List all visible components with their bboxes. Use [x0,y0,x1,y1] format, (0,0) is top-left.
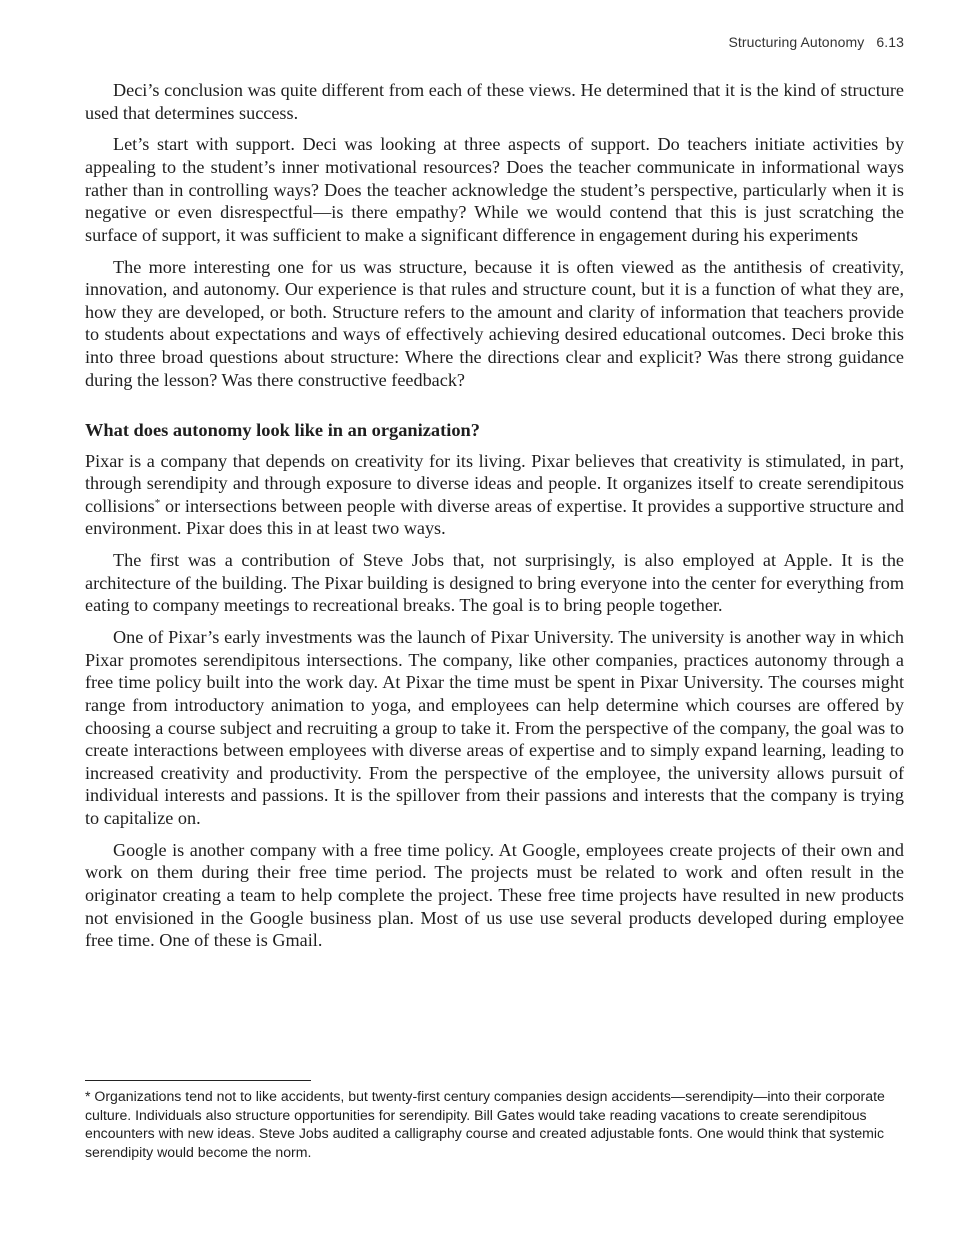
footnote [85,1087,904,1161]
running-title: Structuring Autonomy [728,34,865,50]
section-heading: What does autonomy look like in an organization? [85,420,480,441]
paragraph: The more interesting one for us was structure, because it is often viewed as the antithesis of creativity, innovation, and autonomy. Our experience is that rules and structure count, but it is a function of what they are, how they are developed, or both. Structure refers to the amount and clarity of information that teachers provide to students about expectations and ways of effectively achieving desired educational outcomes. Deci broke this into three broad questions about structure: Where the directions clear and explicit? Was there strong guidance during the lesson? Was there constructive feedback? [85,256,904,390]
paragraph: Deci’s conclusion was quite different from each of these views. He determined that it is the kind of structure used that determines success. [85,80,904,123]
page-number: 6.13 [876,34,904,50]
main-text [85,79,904,961]
section-intro-paragraph [85,450,904,540]
footnote-mark: * [154,496,161,509]
footnote-text: * Organizations tend not to like accidents, but twenty-first century companies design accidents—serendipity—into their corporate culture. Individuals also structure opportunities for serendipity. Bill Gates would take reading vacations to create serendipitous encounters with new ideas. Steve Jobs audited a calligraphy course and created adjustable fonts. One would think that systemic serendipity would become the norm. [85,1088,885,1160]
paragraph: Google is another company with a free time policy. At Google, employees create projects of their own and work on them during their free time period. The projects must be related to work and often result in the originator creating a team to help complete the project. These free time projects have resulted in new products not envisioned in the Google business plan. Most of us use use several products developed during employee free time. One of these is Gmail. [85,839,904,951]
paragraph: One of Pixar’s early investments was the launch of Pixar University. The university is another way in which Pixar promotes serendipitous intersections. The company, like other companies, practices autonomy through a free time policy built into the work day. At Pixar the time must be spent in Pixar University. The courses might range from introductory animation to yoga, and employees can help determine which courses are offered by choosing a course subject and recruiting a group to take it. From the perspective of the company, the goal was to create interactions between employees with diverse areas of expertise and to simply expand learning, leading to increased creativity and productivity. From the perspective of the employee, the university allows pursuit of individual interests and passions. It is the spillover from their passions and interests that the company is trying to capitalize on. [85,627,904,828]
section-intro-text: Pixar is a company that depends on creativity for its living. Pixar believes that creativity is stimulated, in part, through serendipity and through exposure to diverse ideas and people. It organizes itself to create serendipitous collisions [85,450,904,516]
section-intro-text-continued: or intersections between people with diverse areas of expertise. It provides a supportive structure and environment. Pixar does this in at least two ways. [85,495,904,539]
footnote-divider [85,1080,311,1081]
paragraph: Let’s start with support. Deci was looking at three aspects of support. Do teachers initiate activities by appealing to the student’s inner motivational resources? Does the teacher communicate in informational ways rather than in controlling ways? Does the teacher acknowledge the student’s perspective, particularly when it is negative or even disrespectful—is there empathy? While we would contend that this is just scratching the surface of support, it was sufficient to make a significant difference in engagement during his experiments [85,134,904,245]
running-header [728,34,904,50]
paragraph: The first was a contribution of Steve Jobs that, not surprisingly, is also employed at Apple. It is the architecture of the building. The Pixar building is designed to bring everyone into the center for everything from eating to company meetings to recreational breaks. The goal is to bring people together. [85,550,904,616]
